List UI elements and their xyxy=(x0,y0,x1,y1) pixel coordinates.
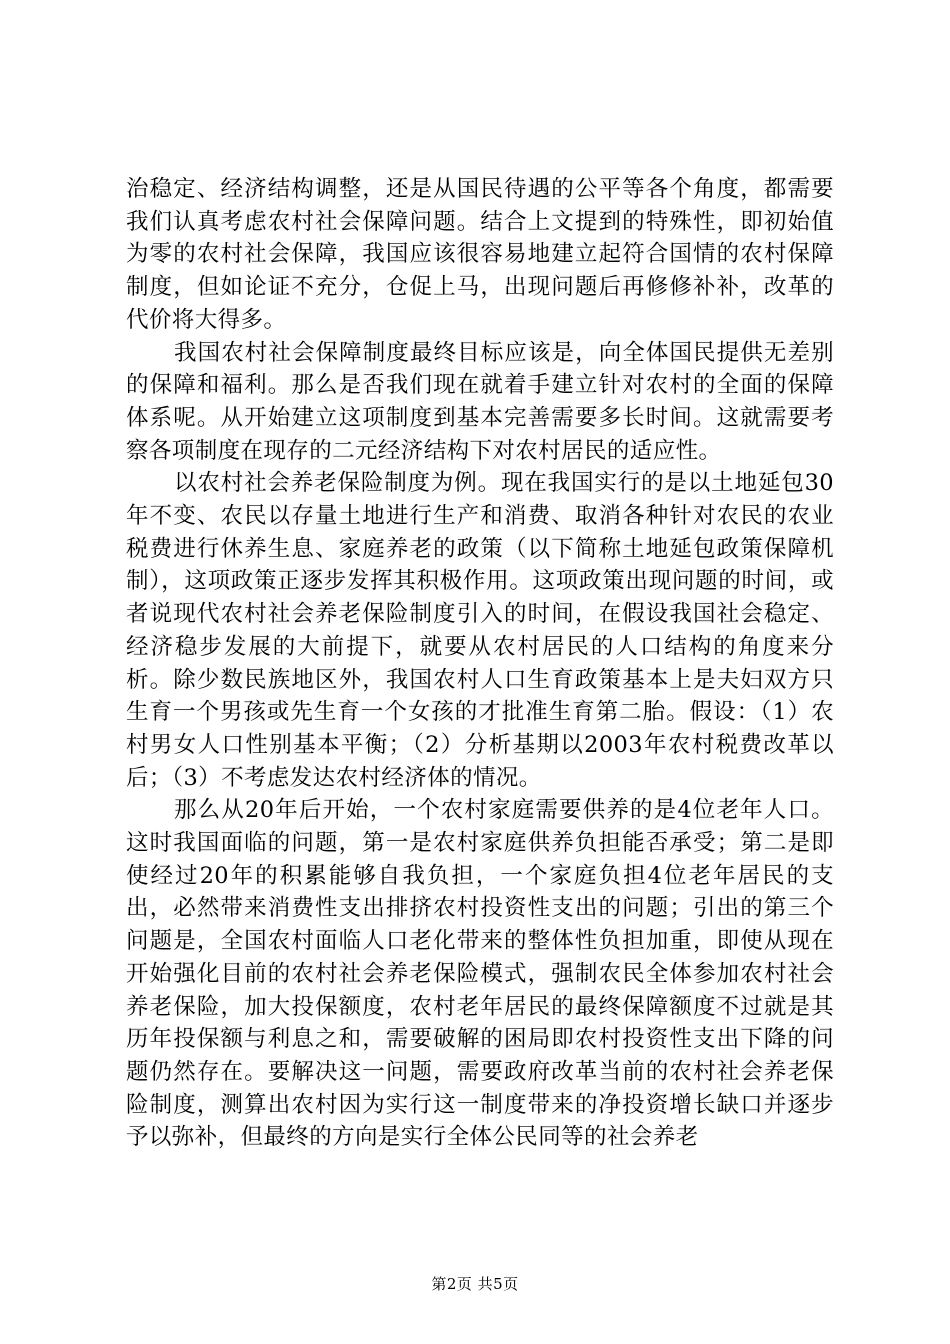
paragraph-4: 那么从20年后开始，一个农村家庭需要供养的是4位老年人口。这时我国面临的问题，第一是农村家庭供养负担能否承受；第二是即使经过20年的积累能够自我负担，一个家庭负担4位老年居民的支出，必然带来消费性支出排挤农村投资性支出的问题；引出的第三个问题是，全国农村面临人口老化带来的整体性负担加重，即使从现在开始强化目前的农村社会养老保险模式，强制农民全体参加农村社会养老保险，加大投保额度，农村老年居民的最终保障额度不过就是其历年投保额与利息之和，需要破解的困局即农村投资性支出下降的问题仍然存在。要解决这一问题，需要政府改革当前的农村社会养老保险制度，测算出农村因为实行这一制度带来的净投资增长缺口并逐步予以弥补，但最终的方向是实行全体公民同等的社会养老 xyxy=(126,797,834,1151)
paragraph-1: 治稳定、经济结构调整，还是从国民待遇的公平等各个角度，都需要我们认真考虑农村社会保障问题。结合上文提到的特殊性，即初始值为零的农村社会保障，我国应该很容易地建立起符合国情的农村保障制度，但如论证不充分，仓促上马，出现问题后再修修补补，改革的代价将大得多。 xyxy=(126,176,834,333)
paragraph-3: 以农村社会养老保险制度为例。现在我国实行的是以土地延包30年不变、农民以存量土地进行生产和消费、取消各种针对农民的农业税费进行休养生息、家庭养老的政策（以下简称土地延包政策保障机制），这项政策正逐步发挥其积极作用。这项政策出现问题的时间，或者说现代农村社会养老保险制度引入的时间，在假设我国社会稳定、经济稳步发展的大前提下，就要从农村居民的人口结构的角度来分析。除少数民族地区外，我国农村人口生育政策基本上是夫妇双方只生育一个男孩或先生育一个女孩的才批准生育第二胎。假设：（1）农村男女人口性别基本平衡；（2）分析基期以2003年农村税费改革以后；（3）不考虑发达农村经济体的情况。 xyxy=(126,470,834,791)
paragraph-2: 我国农村社会保障制度最终目标应该是，向全体国民提供无差别的保障和福利。那么是否我们现在就着手建立针对农村的全面的保障体系呢。从开始建立这项制度到基本完善需要多长时间。这就需要考察各项制度在现存的二元经济结构下对农村居民的适应性。 xyxy=(126,339,834,464)
document-body xyxy=(126,173,834,1154)
page-footer: 第2页 共5页 xyxy=(431,1275,519,1293)
